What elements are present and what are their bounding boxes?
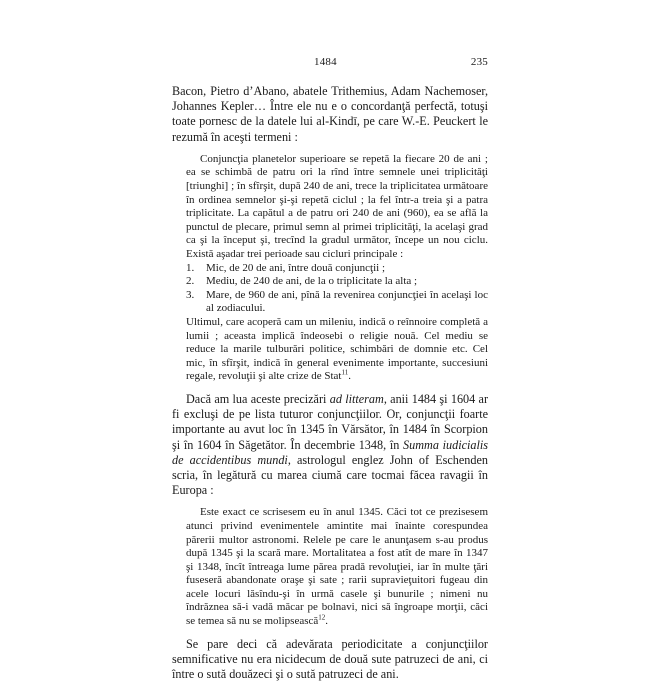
list-text: Mediu, de 240 de ani, de la o triplicitate la alta ; xyxy=(206,275,418,288)
page-number: 235 xyxy=(470,56,488,68)
list-item xyxy=(186,289,488,316)
quote-outro: Ultimul, care acoperă cam un mileniu, indică o reînnoire completă a lumii ; aceasta implică îndeosebi o religie nouă. Cel mediu se reduce la marile tulburări politice, schimbări de domnie etc. Cel mic, în sfîrşit, indică în general evenimente importante, succesiuni regale, revoluţii şi alte crize de Stat$^{11}$. xyxy=(186,315,488,383)
quote2-body: Este exact ce scrisesem eu în anul 1345. Căci tot ce prezisesem atunci privind evenimentele amintite mai înainte corespundea părerii multor astronomi. Relele pe care le anunţasem s-au produs după 1345 şi la scară mare. Mortalitatea a fost atît de mare în 1347 şi 1348, încît întreaga lume părea pradă revoluţiei, iar în multe ţări fuseseră abandonate oraşe şi sate ; rarii supravieţuitori fugeau din acele locuri lăsîndu-şi în urmă casele şi bunurile ; nimeni nu îndrăznea să-i vadă măcar pe bolnavi, nici să îngroape morţii, căci se temea să nu se molipsească xyxy=(186,506,488,628)
quote-intro: Conjuncţia planetelor superioare se repetă la fiecare 20 de ani ; ea se schimbă de patru ori la rînd între semnele unei triplicităţi [triunghi] ; în sfîrşit, după 240 de ani, trece la triplicitatea următoare în ordinea semnelor şi-şi repetă ciclul ; la fel într-a treia şi a patra triplicitate. La capătul a de patru ori 240 de ani (960), ea se află la punctul de plecare, primul semn al primei triplicităţi, la acelaşi grad ca şi la început şi, trecînd la gradul următor, începe un nou ciclu. Există aşadar trei perioade sau cicluri principale : xyxy=(186,152,488,260)
quote2-text xyxy=(186,506,488,628)
book-title: Summa iudicialis de accidentibus mundi xyxy=(172,437,489,467)
para2-text-c: , astrologul englez John of Eschenden scria, în legătură cu marea ciumă care tocmai făcea ravagii în Europa : xyxy=(172,452,489,498)
list-number: 2. xyxy=(186,275,195,288)
latin-phrase: ad litteram xyxy=(329,391,384,406)
running-title: 1484 xyxy=(314,56,337,68)
list-number: 1. xyxy=(186,261,195,274)
quote2-end: . xyxy=(325,615,329,628)
paragraph-conjunctions xyxy=(172,392,488,498)
block-quote-eschenden xyxy=(186,506,488,628)
block-quote-peuckert xyxy=(186,153,488,384)
footnote-ref-12[interactable]: 12 xyxy=(318,613,326,622)
list-text: Mare, de 960 de ani, pînă la revenirea conjuncţiei în acelaşi loc al zodiacului. xyxy=(206,288,488,315)
list-item xyxy=(186,262,488,276)
quote-outro-text: Ultimul, care acoperă cam un mileniu, indică o reînnoire completă a lumii ; aceasta implică îndeosebi o religie nouă. Cel mediu se reduce la marile tulburări politice, schimbări de domnie etc. Cel mic, în sfîrşit, indică în general evenimente importante, succesiuni regale, revoluţii şi alte crize de Stat xyxy=(186,315,488,383)
para2-text-a: Dacă am lua aceste precizări xyxy=(186,391,330,406)
list-number: 3. xyxy=(186,288,195,301)
paragraph-intro: Bacon, Pietro d’Abano, abatele Trithemius, Adam Nachemoser, Johannes Kepler… Între ele nu e o concordanţă perfectă, totuşi toate pornesc de la datele lui al-Kindī, pe care W.-E. Peuckert le rezumă în aceşti termeni : xyxy=(172,84,488,144)
paragraph-conclusion: Se pare deci că adevărata periodicitate a conjuncţiilor semnificative nu era nicidecum de două sute patruzeci de ani, ci între o sută douăzeci şi o sută patruzeci de ani. xyxy=(172,636,488,682)
list-text: Mic, de 20 de ani, între două conjuncţii ; xyxy=(206,261,386,274)
page-body xyxy=(172,84,488,682)
para2-text-b: , anii 1484 şi 1604 ar fi excluşi de pe lista tuturor conjuncţiilor. Or, conjuncţii foarte importante au avut loc în 1345 în Vărsător, în 1484 în Scorpion şi în 1604 în Săgetător. În decembrie 1348, în xyxy=(172,391,489,452)
footnote-ref-11[interactable]: 11 xyxy=(341,368,349,377)
list-item xyxy=(186,275,488,289)
period-list xyxy=(186,262,488,316)
